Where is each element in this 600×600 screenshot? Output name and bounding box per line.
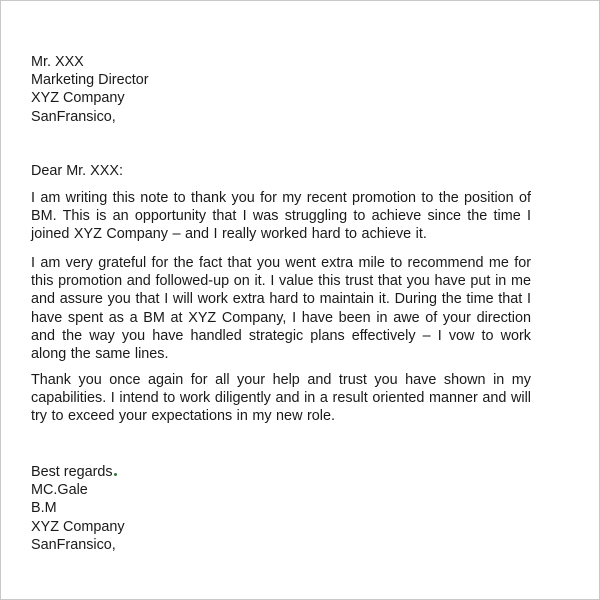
sender-title: B.M [31,500,57,517]
body-paragraph-3: Thank you once again for all your help and trust you have shown in my capabilities. I intend to work diligently and in a result oriented manner and will try to exceed your expectations in my new role. [31,372,531,425]
recipient-title: Marketing Director [31,72,149,89]
sender-name: MC.Gale [31,482,88,499]
closing-regards-line [31,463,531,481]
recipient-city: SanFransico, [31,108,116,125]
recipient-address [31,53,531,126]
body-paragraph-2: I am very grateful for the fact that you went extra mile to recommend me for this promotion and followed-up on it. I value this trust that you have put in me and assure you that I will work extra hard to maintain it. During the time that I have spent as a BM at XYZ Company, I have been in awe of your direction and the way you have handled strategic plans effectively – I vow to work along the same lines. [31,255,531,363]
sender-city: SanFransico, [31,536,116,553]
sender-company: XYZ Company [31,518,125,535]
signature-block [31,463,531,554]
comma-mark-icon [114,473,117,476]
recipient-company: XYZ Company [31,90,125,107]
body-paragraph-1: I am writing this note to thank you for my recent promotion to the position of BM. This is an opportunity that I was struggling to achieve since the time I joined XYZ Company – and I really worked hard to achieve it. [31,190,531,243]
recipient-name: Mr. XXX [31,54,84,70]
salutation [31,162,531,180]
closing-regards: Best regards [31,464,113,480]
salutation-text: Dear Mr. XXX: [31,163,123,179]
